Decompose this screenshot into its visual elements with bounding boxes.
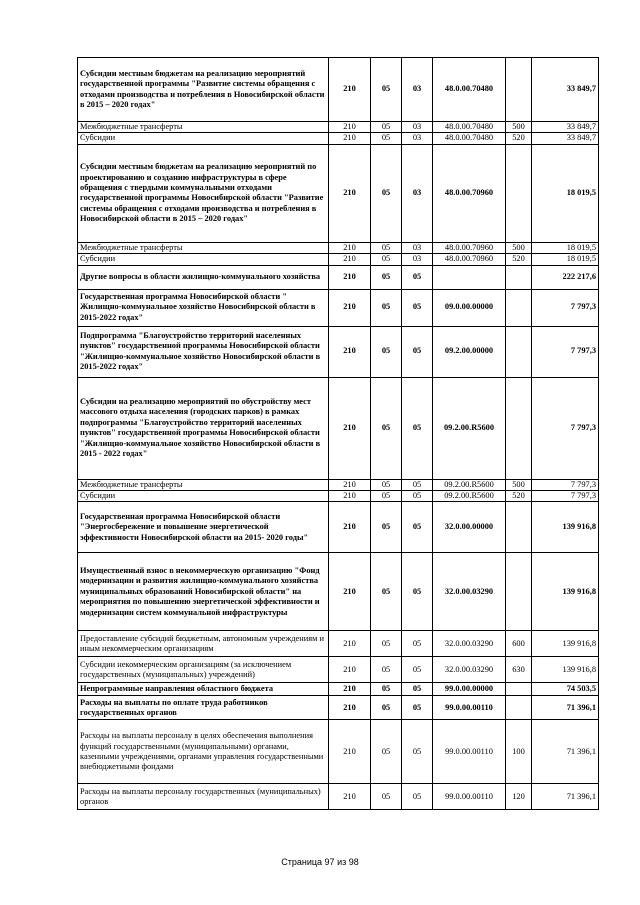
row-ministry-code: 210 [329, 144, 371, 242]
row-section-code: 05 [371, 242, 402, 253]
row-expense-type: 520 [506, 491, 532, 502]
row-amount: 33 849,7 [532, 122, 599, 133]
budget-table [77, 57, 599, 810]
row-section-code: 05 [371, 479, 402, 490]
table-row [78, 683, 599, 696]
table-row [78, 289, 599, 326]
row-name: Государственная программа Новосибирской области "Энергосбережение и повышение энергетической эффективности Новосибирской области на 2015- 2020 годы" [78, 502, 329, 553]
row-target-article: 48.0.00.70960 [433, 254, 506, 265]
table-row [78, 657, 599, 683]
row-target-article: 32.0.00.03290 [433, 631, 506, 657]
row-expense-type: 520 [506, 254, 532, 265]
row-ministry-code: 210 [329, 122, 371, 133]
row-amount: 7 797,3 [532, 326, 599, 377]
row-name: Имущественный взнос в некоммерческую организацию "Фонд модернизации и развития жилищно-коммунального хозяйства муниципальных образований Новосибирской области" на мероприятия по повышению энергетической эффективности и модернизации систем коммунальной инфраструктуры [78, 553, 329, 631]
row-section-code: 05 [371, 58, 402, 122]
table-row [78, 122, 599, 133]
row-ministry-code: 210 [329, 696, 371, 720]
row-subsection-code: 05 [402, 265, 433, 289]
row-expense-type [506, 289, 532, 326]
row-expense-type: 500 [506, 122, 532, 133]
row-name: Предоставление субсидий бюджетным, автономным учреждениям и иным некоммерческим организациям [78, 631, 329, 657]
row-target-article: 99.0.00.00110 [433, 696, 506, 720]
row-amount: 71 396,1 [532, 720, 599, 784]
row-name: Субсидии на реализацию мероприятий по обустройству мест массового отдыха населения (городских парков) в рамках подпрограммы "Благоустройство территорий населенных пунктов" государственной программы Новосибирской области "Жилищно-коммунальное хозяйство Новосибирской области в 2015 - 2022 годах" [78, 377, 329, 479]
row-section-code: 05 [371, 254, 402, 265]
row-subsection-code: 03 [402, 58, 433, 122]
row-ministry-code: 210 [329, 377, 371, 479]
row-amount: 71 396,1 [532, 696, 599, 720]
row-ministry-code: 210 [329, 631, 371, 657]
row-section-code: 05 [371, 696, 402, 720]
row-name: Субсидии местным бюджетам на реализацию мероприятий государственной программы "Развитие системы обращения с отходами производства и потребления в Новосибирской области в 2015 – 2020 годах" [78, 58, 329, 122]
row-ministry-code: 210 [329, 254, 371, 265]
row-ministry-code: 210 [329, 502, 371, 553]
row-expense-type: 100 [506, 720, 532, 784]
row-subsection-code: 03 [402, 122, 433, 133]
table-row [78, 377, 599, 479]
table-row [78, 133, 599, 144]
table-row [78, 242, 599, 253]
row-subsection-code: 03 [402, 144, 433, 242]
row-ministry-code: 210 [329, 683, 371, 696]
row-name: Субсидии некоммерческим организациям (за исключением государственных (муниципальных) учреждений) [78, 657, 329, 683]
row-subsection-code: 05 [402, 502, 433, 553]
row-subsection-code: 05 [402, 631, 433, 657]
row-section-code: 05 [371, 784, 402, 810]
row-section-code: 05 [371, 133, 402, 144]
table-row [78, 720, 599, 784]
row-name: Подпрограмма "Благоустройство территорий населенных пунктов" государственной программы Новосибирской области "Жилищно-коммунальное хозяйство Новосибирской области в 2015-2022 годах" [78, 326, 329, 377]
row-target-article: 48.0.00.70960 [433, 242, 506, 253]
row-ministry-code: 210 [329, 133, 371, 144]
row-subsection-code: 05 [402, 696, 433, 720]
row-section-code: 05 [371, 289, 402, 326]
row-name: Субсидии [78, 133, 329, 144]
row-name: Государственная программа Новосибирской области " Жилищно-коммунальное хозяйство Новосибирской области в 2015-2022 годах" [78, 289, 329, 326]
row-amount: 222 217,6 [532, 265, 599, 289]
row-target-article: 09.2.00.00000 [433, 326, 506, 377]
row-ministry-code: 210 [329, 491, 371, 502]
row-expense-type [506, 683, 532, 696]
row-section-code: 05 [371, 657, 402, 683]
row-subsection-code: 05 [402, 289, 433, 326]
row-amount: 139 916,8 [532, 553, 599, 631]
budget-table-body [78, 58, 599, 810]
table-row [78, 553, 599, 631]
page-footer: Страница 97 из 98 [281, 857, 359, 867]
row-section-code: 05 [371, 553, 402, 631]
row-target-article: 48.0.00.70480 [433, 58, 506, 122]
row-section-code: 05 [371, 631, 402, 657]
row-target-article: 48.0.00.70480 [433, 133, 506, 144]
row-ministry-code: 210 [329, 720, 371, 784]
row-expense-type [506, 58, 532, 122]
row-expense-type: 120 [506, 784, 532, 810]
row-amount: 7 797,3 [532, 479, 599, 490]
row-subsection-code: 05 [402, 491, 433, 502]
row-target-article: 99.0.00.00000 [433, 683, 506, 696]
row-amount: 18 019,5 [532, 242, 599, 253]
row-name: Субсидии местным бюджетам на реализацию мероприятий по проектированию и созданию инфраструктуры в сфере обращения с твердыми коммунальными отходами государственной программы Новосибирской области "Развитие системы обращения с отходами производства и потребления в Новосибирской области в 2015 – 2020 годах" [78, 144, 329, 242]
row-amount: 139 916,8 [532, 502, 599, 553]
row-expense-type: 500 [506, 479, 532, 490]
row-expense-type: 630 [506, 657, 532, 683]
row-section-code: 05 [371, 122, 402, 133]
row-ministry-code: 210 [329, 58, 371, 122]
row-target-article: 48.0.00.70960 [433, 144, 506, 242]
row-expense-type [506, 696, 532, 720]
row-target-article: 09.2.00.R5600 [433, 377, 506, 479]
row-section-code: 05 [371, 491, 402, 502]
row-amount: 71 396,1 [532, 784, 599, 810]
table-row [78, 326, 599, 377]
table-row [78, 479, 599, 490]
row-target-article: 99.0.00.00110 [433, 784, 506, 810]
row-target-article: 09.2.00.R5600 [433, 479, 506, 490]
row-ministry-code: 210 [329, 242, 371, 253]
row-name: Расходы на выплаты персоналу государственных (муниципальных) органов [78, 784, 329, 810]
table-row [78, 254, 599, 265]
row-subsection-code: 03 [402, 254, 433, 265]
row-subsection-code: 05 [402, 377, 433, 479]
row-expense-type [506, 265, 532, 289]
row-ministry-code: 210 [329, 784, 371, 810]
row-target-article: 99.0.00.00110 [433, 720, 506, 784]
row-section-code: 05 [371, 502, 402, 553]
table-row [78, 58, 599, 122]
row-target-article: 32.0.00.00000 [433, 502, 506, 553]
row-amount: 7 797,3 [532, 289, 599, 326]
row-name: Субсидии [78, 254, 329, 265]
row-amount: 139 916,8 [532, 631, 599, 657]
row-subsection-code: 03 [402, 133, 433, 144]
row-name: Межбюджетные трансферты [78, 122, 329, 133]
row-ministry-code: 210 [329, 479, 371, 490]
table-row [78, 696, 599, 720]
row-section-code: 05 [371, 683, 402, 696]
row-name: Межбюджетные трансферты [78, 479, 329, 490]
row-subsection-code: 05 [402, 784, 433, 810]
table-row [78, 631, 599, 657]
row-section-code: 05 [371, 265, 402, 289]
row-expense-type: 500 [506, 242, 532, 253]
row-amount: 18 019,5 [532, 254, 599, 265]
table-row [78, 491, 599, 502]
row-amount: 7 797,3 [532, 377, 599, 479]
row-section-code: 05 [371, 326, 402, 377]
row-ministry-code: 210 [329, 289, 371, 326]
row-name: Другие вопросы в области жилищно-коммунального хозяйства [78, 265, 329, 289]
row-section-code: 05 [371, 720, 402, 784]
row-target-article: 32.0.00.03290 [433, 657, 506, 683]
row-section-code: 05 [371, 144, 402, 242]
row-ministry-code: 210 [329, 265, 371, 289]
row-target-article: 32.0.00.03290 [433, 553, 506, 631]
row-ministry-code: 210 [329, 657, 371, 683]
table-row [78, 265, 599, 289]
row-expense-type [506, 502, 532, 553]
row-section-code: 05 [371, 377, 402, 479]
row-expense-type: 520 [506, 133, 532, 144]
row-name: Межбюджетные трансферты [78, 242, 329, 253]
row-name: Субсидии [78, 491, 329, 502]
row-amount: 139 916,8 [532, 657, 599, 683]
row-name: Непрограммные направления областного бюджета [78, 683, 329, 696]
table-row [78, 502, 599, 553]
row-subsection-code: 05 [402, 657, 433, 683]
row-subsection-code: 05 [402, 720, 433, 784]
row-expense-type [506, 326, 532, 377]
row-name: Расходы на выплаты персоналу в целях обеспечения выполнения функций государственными (муниципальными) органами, казенными учреждениями, органами управления государственными внебюджетными фондами [78, 720, 329, 784]
table-row [78, 784, 599, 810]
row-target-article: 09.2.00.R5600 [433, 491, 506, 502]
row-amount: 18 019,5 [532, 144, 599, 242]
row-target-article: 48.0.00.70480 [433, 122, 506, 133]
row-ministry-code: 210 [329, 553, 371, 631]
row-name: Расходы на выплаты по оплате труда работников государственных органов [78, 696, 329, 720]
row-expense-type [506, 553, 532, 631]
table-row [78, 144, 599, 242]
row-subsection-code: 05 [402, 326, 433, 377]
row-subsection-code: 05 [402, 553, 433, 631]
row-expense-type [506, 144, 532, 242]
row-amount: 74 503,5 [532, 683, 599, 696]
row-subsection-code: 05 [402, 479, 433, 490]
row-amount: 7 797,3 [532, 491, 599, 502]
row-subsection-code: 05 [402, 683, 433, 696]
row-amount: 33 849,7 [532, 133, 599, 144]
row-amount: 33 849,7 [532, 58, 599, 122]
row-expense-type: 600 [506, 631, 532, 657]
row-target-article: 09.0.00.00000 [433, 289, 506, 326]
row-target-article [433, 265, 506, 289]
row-ministry-code: 210 [329, 326, 371, 377]
row-subsection-code: 03 [402, 242, 433, 253]
row-expense-type [506, 377, 532, 479]
